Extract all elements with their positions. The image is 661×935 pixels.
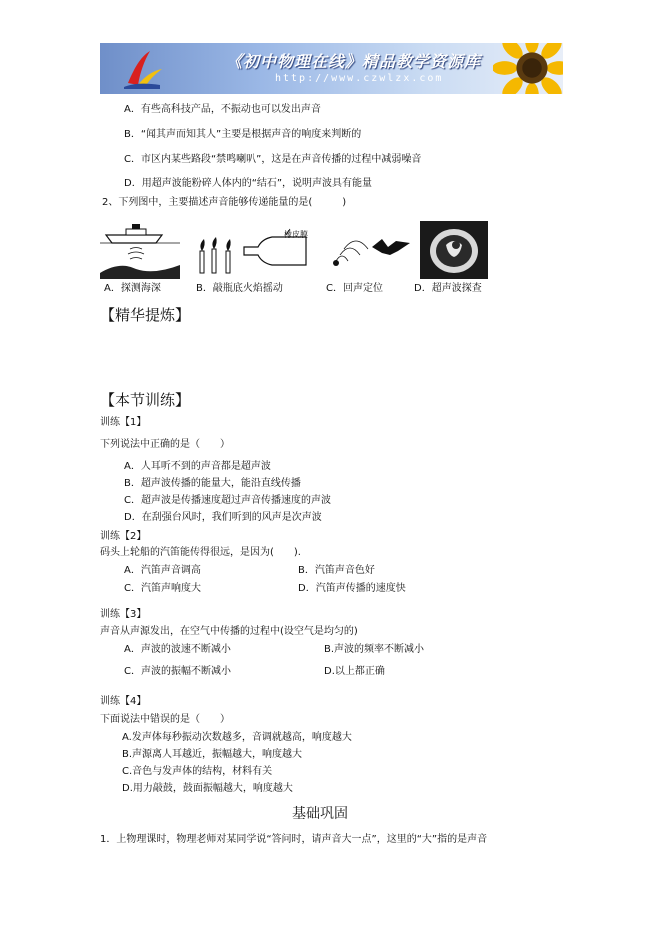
rubber-membrane-label: 橡皮膜	[284, 230, 308, 239]
figure-caption-a: A．探测海深	[104, 283, 161, 294]
ultrasound-scan-figure	[420, 221, 488, 279]
training-1-stem: 下列说法中正确的是（ ）	[100, 439, 230, 450]
banner-url: http://www.czwlzx.com	[275, 73, 444, 84]
header-banner	[100, 43, 563, 94]
q1-option-b: B．“闻其声而知其人”主要是根据声音的响度来判断的	[124, 129, 362, 140]
section-essence-heading: 【精华提炼】	[100, 306, 191, 324]
training-1-option-a: A．人耳听不到的声音都是超声波	[124, 461, 271, 472]
figure-caption-c: C．回声定位	[326, 283, 383, 294]
section-basic-heading: 基础巩固	[292, 806, 348, 822]
basic-question-1: 1．上物理课时，物理老师对某同学说“答问时，请声音大一点”，这里的“大”指的是声音	[100, 834, 488, 845]
figure-caption-d: D．超声波探查	[414, 283, 482, 294]
training-2-label: 训练【2】	[100, 531, 147, 542]
training-4-stem: 下面说法中错误的是（ ）	[100, 714, 230, 725]
training-3-stem: 声音从声源发出，在空气中传播的过程中(设空气是均匀的)	[100, 626, 358, 637]
banner-title: 《初中物理在线》精品教学资源库	[226, 52, 482, 71]
section-training-heading: 【本节训练】	[100, 391, 191, 409]
q1-option-d: D．用超声波能粉碎人体内的“结石”，说明声波具有能量	[124, 178, 373, 189]
figure-caption-b: B．敲瓶底火焰摇动	[196, 283, 283, 294]
training-1-option-d: D．在刮强台风时，我们听到的风声是次声波	[124, 512, 322, 523]
training-4-option-b: B.声源离人耳越近，振幅越大，响度越大	[122, 749, 303, 760]
training-3-label: 训练【3】	[100, 609, 147, 620]
training-3-option-d: D.以上都正确	[324, 666, 385, 677]
training-2-option-a: A．汽笛声音调高	[124, 565, 201, 576]
training-3-option-c: C．声波的振幅不断减小	[124, 666, 231, 677]
training-1-label: 训练【1】	[100, 417, 147, 428]
q1-option-c: C．市区内某些路段“禁鸣喇叭”，这是在声音传播的过程中减弱噪音	[124, 154, 422, 165]
bat-echolocation-figure	[326, 221, 416, 279]
training-3-option-a: A．声波的波速不断减小	[124, 644, 231, 655]
training-4-option-a: A.发声体每秒振动次数越多，音调就越高，响度越大	[122, 732, 352, 743]
training-4-option-d: D.用力敲鼓，鼓面振幅越大，响度越大	[122, 783, 293, 794]
q1-option-a: A．有些高科技产品，不振动也可以发出声音	[124, 104, 321, 115]
training-1-option-b: B．超声波传播的能量大，能沿直线传播	[124, 478, 301, 489]
training-4-option-c: C.音色与发声体的结构，材料有关	[122, 766, 273, 777]
training-2-option-c: C．汽笛声响度大	[124, 583, 201, 594]
q2-stem: 2、下列图中，主要描述声音能够传递能量的是( )	[102, 197, 347, 208]
sunflower-icon	[493, 43, 563, 94]
training-4-label: 训练【4】	[100, 696, 147, 707]
training-1-option-c: C．超声波是传播速度超过声音传播速度的声波	[124, 495, 331, 506]
site-logo-icon	[120, 47, 164, 91]
training-3-option-b: B.声波的频率不断减小	[324, 644, 425, 655]
ship-sonar-figure	[100, 221, 180, 279]
training-2-option-d: D．汽笛声传播的速度快	[298, 583, 406, 594]
training-2-stem: 码头上轮船的汽笛能传得很远，是因为( ).	[100, 547, 301, 558]
training-2-option-b: B．汽笛声音色好	[298, 565, 375, 576]
